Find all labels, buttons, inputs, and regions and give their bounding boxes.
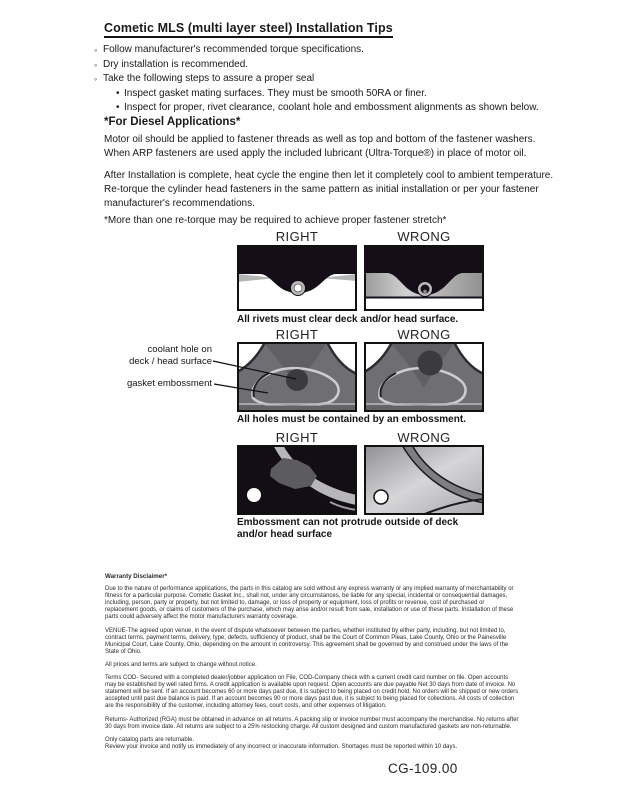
- right-label: RIGHT: [275, 430, 319, 445]
- list-item-text: Dry installation is recommended.: [103, 58, 249, 70]
- rivet-clearance-right-image: [237, 245, 357, 311]
- diagram-rivet-right: [237, 245, 357, 311]
- page-title: Cometic MLS (multi layer steel) Installation Tips: [104, 21, 393, 38]
- wrong-label: WRONG: [397, 229, 451, 244]
- disclaimer-paragraph: VENUE-The agreed upon venue, in the event of dispute whatsoever between the parties, whether instituted by either party, including, but not limited to, contract terms, payment terms, delivery, type, defects, sufficiency of product, shall be the Court of Common Pleas, Lake County, Ohio or the Painesville Municipal Court, Lake County, Ohio, depending on the amount in controversy. This agreement shall be governed by and construed under the laws of the State of Ohio.: [105, 627, 509, 655]
- callout-text: gasket embossment: [126, 378, 212, 389]
- diagram-protrusion-wrong: [364, 445, 484, 515]
- open-bullet-icon: ◦: [94, 59, 98, 70]
- callout-text: coolant hole on: [147, 344, 212, 355]
- diagram-rivet-wrong: [364, 245, 484, 311]
- disclaimer-heading: Warranty Disclaimer*: [105, 573, 168, 580]
- holes-caption: All holes must be contained by an embossment.: [237, 414, 466, 425]
- wrong-label: WRONG: [397, 430, 451, 445]
- list-item: [94, 72, 564, 87]
- list-item: [94, 87, 564, 102]
- open-bullet-icon: ◦: [94, 45, 98, 55]
- disclaimer-paragraph: Due to the nature of performance applications, the parts in this catalog are sold without any express warranty or any implied warranty of merchantability or fitness for a particular purpose. Cometic Gasket Inc., shall not, under any circumstances, be liable for any special, incidental or consequential damages, including, person, party or property, but not limited to, damage, or loss of property or equipment, loss of profits or revenue, cost of purchased or replacement goods, or claims of customers of the purchase, which may arise and/or result from sale, installation or use of these parts. Installation of these parts could adversely affect the motor manufacturers warranty coverage.: [105, 586, 514, 621]
- installation-tips-list: [94, 43, 564, 116]
- list-item: [94, 58, 564, 73]
- retorque-note: *More than one re-torque may be required to achieve proper fastener stretch*: [104, 215, 447, 226]
- diesel-paragraph-1: Motor oil should be applied to fastener threads as well as top and bottom of the fastener washers. When ARP fasteners are used apply the included lubricant (Ultra-Torque®) in place of motor oil.: [104, 134, 536, 160]
- disclaimer-paragraph: Only catalog parts are returnable.: [105, 736, 195, 743]
- list-item-text: Follow manufacturer's recommended torque specifications.: [103, 44, 364, 55]
- right-label: RIGHT: [275, 229, 319, 244]
- right-label: RIGHT: [275, 327, 319, 342]
- gasket-embossment-callout: [100, 378, 212, 390]
- diesel-paragraph-2: After Installation is complete, heat cycle the engine then let it completely cool to ambient temperature. Re-torque the cylinder head fasteners in the same pattern as initial installation or per your fastener manufacturer's recommendations.: [104, 170, 554, 210]
- diesel-applications-heading: *For Diesel Applications*: [104, 116, 241, 128]
- wrong-label: WRONG: [397, 327, 451, 342]
- diagram-embossment-right: [237, 342, 357, 412]
- diagram-protrusion-right: [237, 445, 357, 515]
- page-code: CG-109.00: [388, 761, 458, 776]
- embossment-right-image: [237, 342, 357, 412]
- filled-bullet-icon: •: [116, 87, 120, 99]
- rivet-caption: All rivets must clear deck and/or head surface.: [237, 314, 459, 325]
- list-item-text: Take the following steps to assure a proper seal: [103, 73, 315, 85]
- protrusion-wrong-image: [364, 445, 484, 515]
- disclaimer-paragraph: Returns- Authorized (RGA) must be obtained in advance on all returns. A packing slip or invoice number must accompany the merchandise. No returns after 30 days from invoice date. All returns are subject to a 25% restocking charge. All custom designed and custom manufactured gaskets are non-returnable.: [105, 716, 519, 730]
- list-item: [94, 101, 564, 116]
- list-item-text: Inspect for proper, rivet clearance, coolant hole and embossment alignments as shown below.: [124, 102, 539, 114]
- open-bullet-icon: ◦: [94, 74, 98, 85]
- protrusion-right-image: [237, 445, 357, 515]
- callout-text: deck / head surface: [129, 355, 212, 367]
- disclaimer-paragraph: Review your invoice and notify us immediately of any incorrect or inaccurate information. Shortages must be reported within 10 days.: [105, 743, 458, 750]
- diagram-embossment-wrong: [364, 342, 484, 412]
- coolant-hole-callout: [100, 344, 212, 367]
- disclaimer-paragraph: All prices and terms are subject to change without notice.: [105, 661, 257, 668]
- protrusion-caption: [237, 517, 487, 541]
- list-item: [94, 43, 564, 58]
- embossment-wrong-image: [364, 342, 484, 412]
- list-item-text: Inspect gasket mating surfaces. They must be smooth 50RA or finer.: [124, 87, 427, 99]
- rivet-clearance-wrong-image: [364, 245, 484, 311]
- caption-line: and/or head surface: [237, 529, 333, 540]
- disclaimer-paragraph: Terms COD- Secured with a completed dealer/jobber application on File, COD-Company check with a current credit card number on file. Open accounts may be established by well rated firms. A credit application is available upon request. Open accounts are due payable Net 30 days from date of invoice. No statement will be sent. If an account becomes 60 or more days past due, it is subject to being placed on credit hold. No orders will be shipped or new orders accepted until past due balance is paid. If an account becomes 90 or more days past due, it is subject to being placed for collections. All costs of collection are the responsibility of the customer, including attorney fees, court costs, and other expenses of litigation.: [105, 675, 519, 710]
- caption-line: Embossment can not protrude outside of deck: [237, 517, 459, 528]
- warranty-disclaimer: [105, 573, 519, 751]
- filled-bullet-icon: •: [116, 102, 120, 114]
